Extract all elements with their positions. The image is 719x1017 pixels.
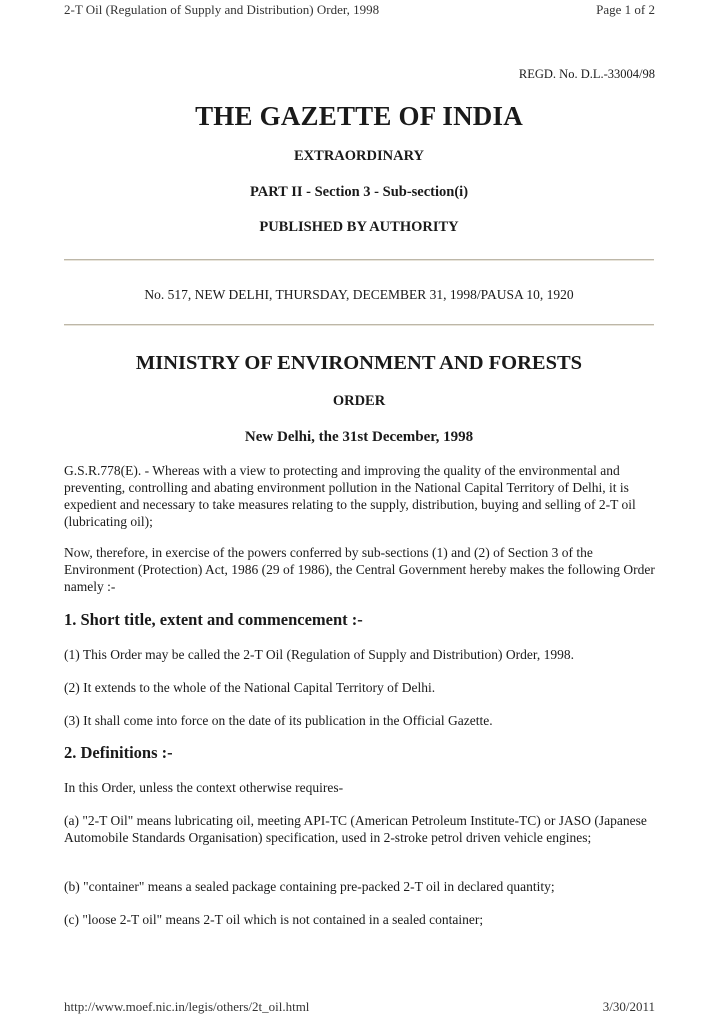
registration-number: REGD. No. D.L.-33004/98 [518, 67, 655, 81]
ministry-heading: MINISTRY OF ENVIRONMENT AND FORESTS [135, 352, 583, 374]
preamble-paragraph-2: Now, therefore, in exercise of the powers conferred by sub-sections (1) and (2) of Section 3 of the Environment (Protection) Act, 1986 (29 of 1986), the Central Government hereby makes the following Order namely :- [64, 545, 655, 594]
section-1-heading: 1. Short title, extent and commencement :- [64, 610, 363, 629]
preamble-paragraph-1: G.S.R.778(E). - Whereas with a view to protecting and improving the quality of the environmental and preventing, controlling and abating environment pollution in the National Capital Territory of Delhi, it is expedient and necessary to take measures relating to the supply, distribution, buying and selling of 2-T oil (lubricating oil); [64, 463, 636, 529]
definitions-intro: In this Order, unless the context otherwise requires- [64, 780, 344, 795]
gazette-part: PART II - Section 3 - Sub-section(i) [249, 184, 469, 200]
clause-2: (2) It extends to the whole of the National Capital Territory of Delhi. [64, 680, 436, 695]
footer-date: 3/30/2011 [602, 999, 655, 1014]
divider-bottom [64, 324, 654, 326]
issue-line: No. 517, NEW DELHI, THURSDAY, DECEMBER 31, 1998/PAUSA 10, 1920 [144, 287, 574, 302]
print-header [0, 0, 719, 22]
footer-url: http://www.moef.nic.in/legis/others/2t_oil.html [64, 999, 310, 1014]
dateline: New Delhi, the 31st December, 1998 [244, 429, 474, 445]
order-label: ORDER [332, 393, 386, 409]
gazette-authority: PUBLISHED BY AUTHORITY [259, 219, 459, 235]
gazette-title: THE GAZETTE OF INDIA [195, 101, 523, 131]
divider-top [64, 259, 654, 261]
section-2-heading: 2. Definitions :- [64, 743, 173, 762]
definition-c: (c) "loose 2-T oil" means 2-T oil which is not contained in a sealed container; [64, 912, 484, 927]
header-page-indicator: Page 1 of 2 [596, 2, 655, 17]
clause-1: (1) This Order may be called the 2-T Oil (Regulation of Supply and Distribution) Order, 1998. [64, 647, 574, 662]
definition-a: (a) "2-T Oil" means lubricating oil, meeting API-TC (American Petroleum Institute-TC) or JASO (Japanese Automobile Standards Organisation) specification, used in 2-stroke petrol driven vehicle engines; [64, 813, 647, 845]
header-doc-title: 2-T Oil (Regulation of Supply and Distribution) Order, 1998 [64, 2, 380, 17]
clause-3: (3) It shall come into force on the date of its publication in the Official Gazette. [64, 713, 493, 728]
gazette-edition: EXTRAORDINARY [294, 148, 424, 164]
definition-b: (b) "container" means a sealed package containing pre-packed 2-T oil in declared quantity; [64, 879, 555, 894]
